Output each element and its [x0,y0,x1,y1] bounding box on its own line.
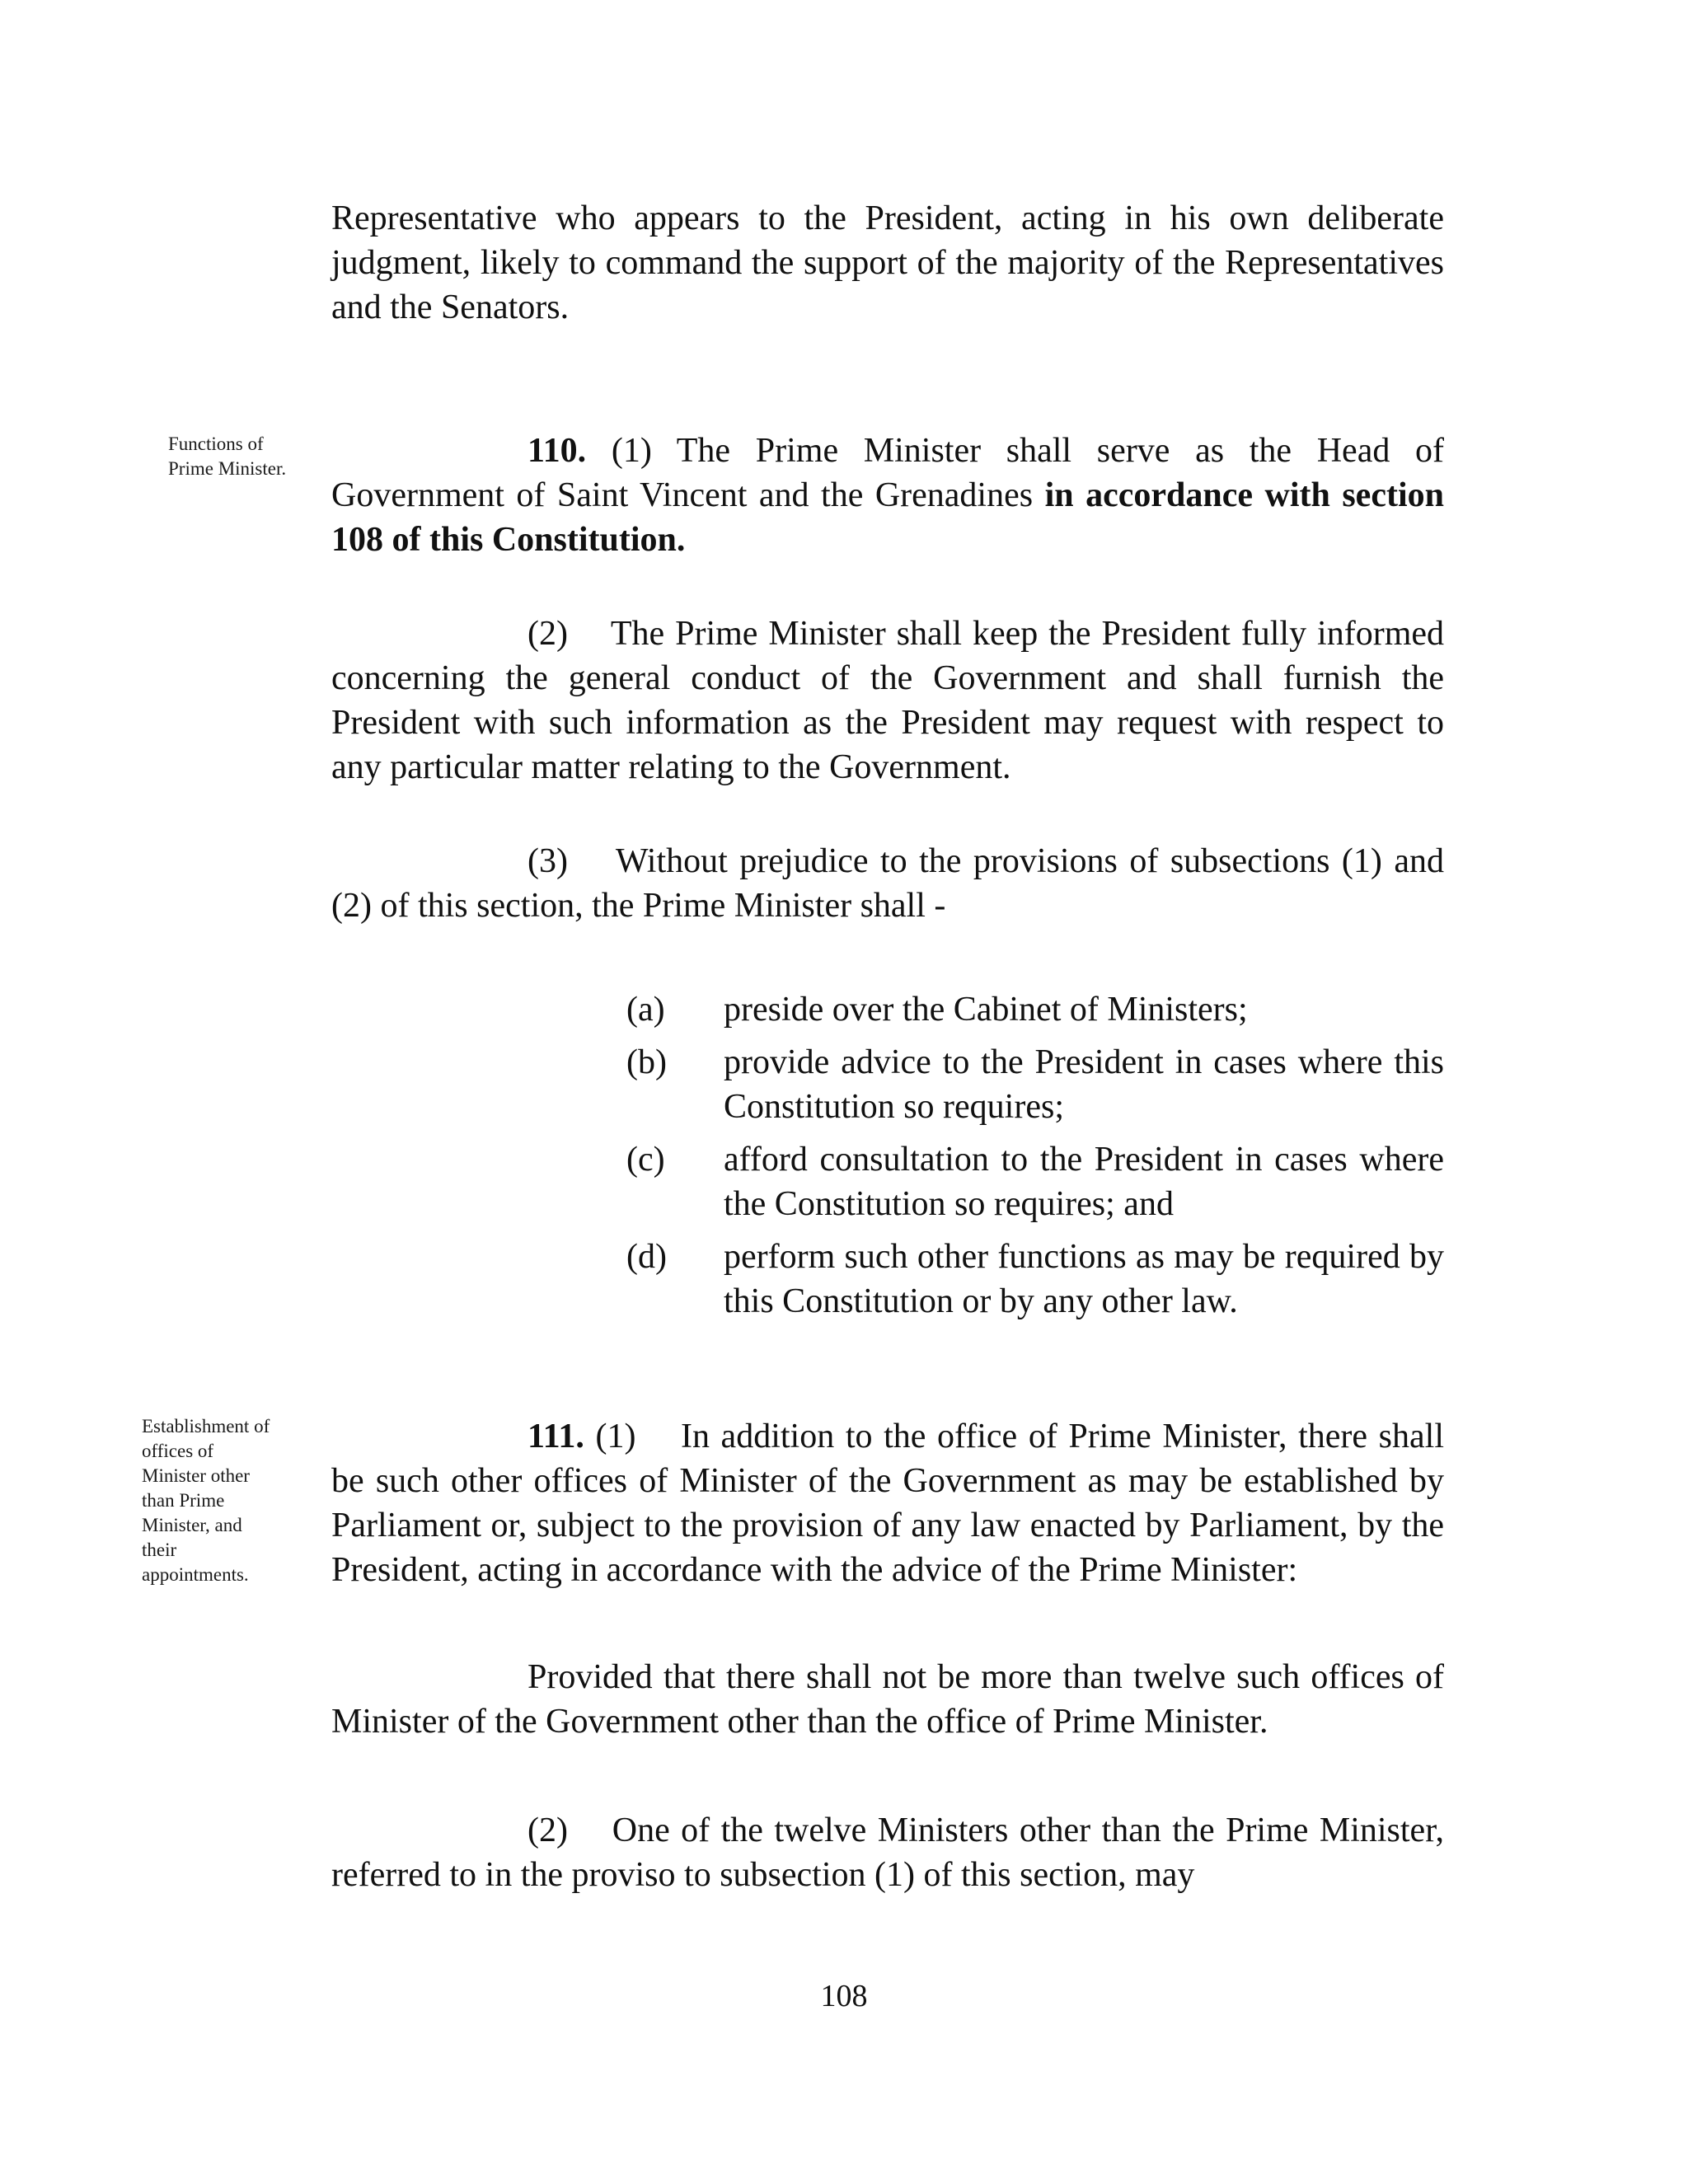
list-item-text: perform such other functions as may be required by this Constitution or by any other law. [724,1238,1444,1320]
list-item-label: (b) [626,1043,667,1081]
subsection-label: (2) [528,1811,568,1849]
list-item-label: (c) [626,1141,665,1179]
subsection-label: (3) [528,842,568,880]
subsection-text: One of the twelve Ministers other than the Prime Minister, referred to in the proviso to subsection (1) of this section, may [331,1811,1444,1894]
subsection-text: The Prime Minister shall serve as the Head of Government of Saint Vincent and the Grenadines [331,432,1444,514]
section-number: 111. [528,1418,584,1455]
section-110-subsection-3 [331,839,1444,928]
section-111-subsection-1 [331,1414,1444,1592]
margin-note-section-111: Establishment of offices of Minister other than Prime Minister, and their appointments. [142,1416,270,1585]
list-item-label: (a) [626,991,665,1029]
margin-note-section-110: Functions of Prime Minister. [168,434,287,479]
subsection-label: (2) [528,615,568,653]
list-item-text: afford consultation to the President in cases where the Constitution so requires; and [724,1141,1444,1223]
section-110-subsection-1 [331,429,1444,562]
list-item [626,1137,1444,1226]
list-item [626,1040,1444,1129]
subsection-label: (1) [595,1418,636,1455]
subsection-bold-text: in accordance with section 108 of this Constitution. [331,476,1444,559]
section-111-subsection-2 [331,1808,1444,1897]
section-110-subsection-2 [331,612,1444,790]
section-number: 110. [528,432,587,470]
list-item-text: provide advice to the President in cases where this Constitution so requires; [724,1043,1444,1126]
subsection-text: The Prime Minister shall keep the President fully informed concerning the general conduct of the Government and shall furnish the President with such information as the President may request with respect to any particular matter relating to the Government. [331,615,1445,786]
list-item [626,1235,1444,1324]
section-111-proviso: Provided that there shall not be more than twelve such offices of Minister of the Government other than the office of Prime Minister. [331,1658,1444,1741]
subsection-text: Without prejudice to the provisions of subsections (1) and (2) of this section, the Prime Minister shall - [331,842,1445,925]
functions-list [626,987,1444,1332]
continued-paragraph: Representative who appears to the President, acting in his own deliberate judgment, likely to command the support of the majority of the Representatives and the Senators. [331,199,1444,326]
subsection-label: (1) [611,432,652,470]
page-number: 108 [820,1979,868,2013]
list-item-text: preside over the Cabinet of Ministers; [724,991,1248,1029]
list-item-label: (d) [626,1238,667,1276]
list-item [626,987,1444,1032]
subsection-text: In addition to the office of Prime Minister, there shall be such other offices of Minister of the Government as may be established by Parliament or, subject to the provision of any law enacted by Parliament, by the President, acting in accordance with the advice of the Prime Minister: [331,1418,1445,1589]
